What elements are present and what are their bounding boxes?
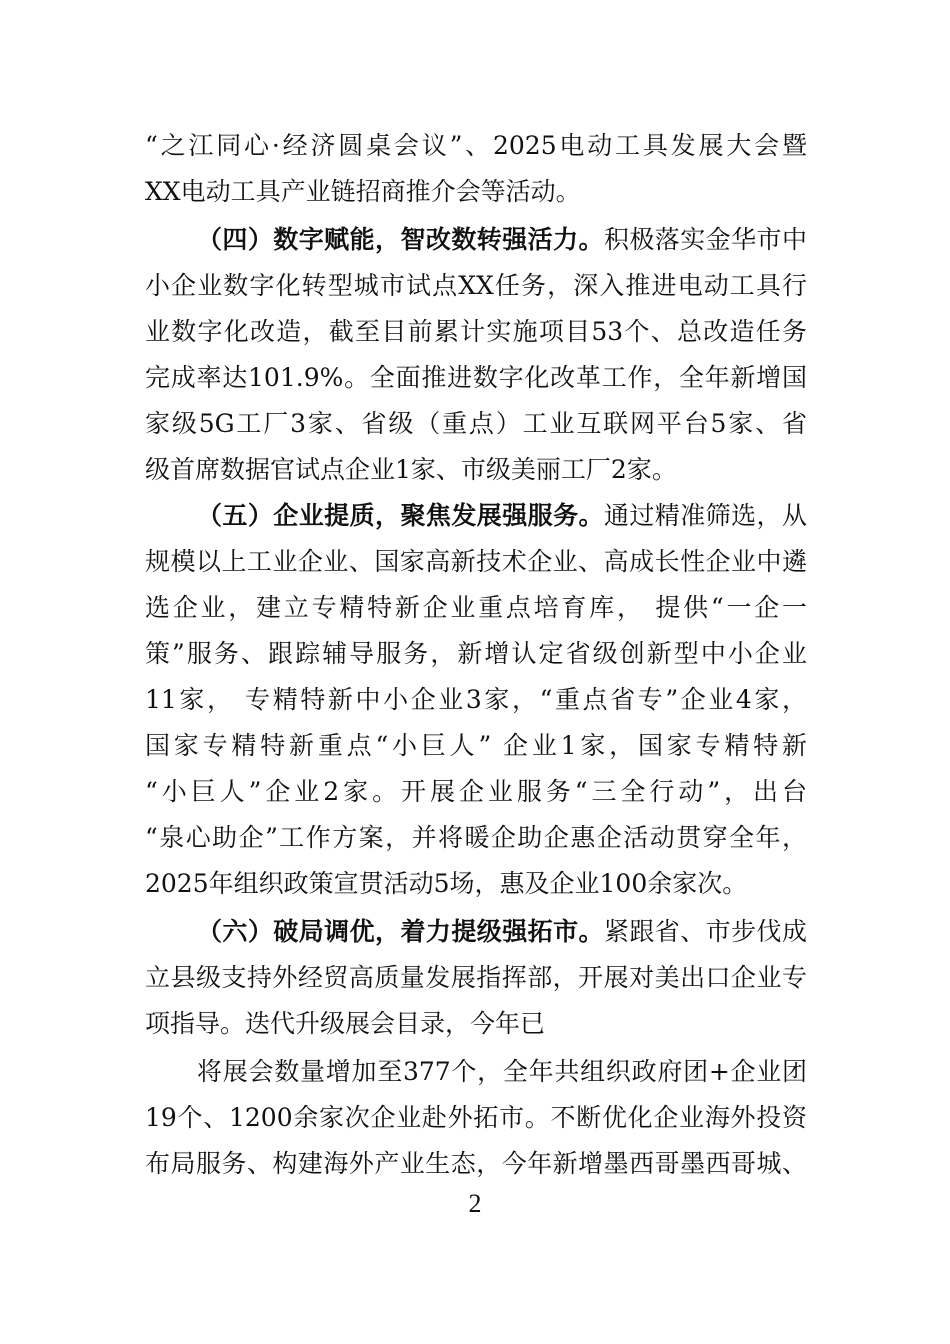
text-line: 19个、1200余家次企业赴外拓市。不断优化企业海外投资 <box>145 1103 807 1132</box>
text-line: 小企业数字化转型城市试点XX任务，深入推进电动工具行 <box>145 271 807 300</box>
text-line: “之江同心·经济圆桌会议”、2025电动工具发展大会暨 <box>145 131 807 160</box>
text-line: 选企业，建立专精特新企业重点培育库， 提供“一企一 <box>145 593 807 622</box>
text-line: 国家专精特新重点“小巨人” 企业1家，国家专精特新 <box>145 731 807 760</box>
text-line: 规模以上工业企业、国家高新技术企业、高成长性企业中遴 <box>145 547 807 576</box>
text-line: 积极落实金华市中 <box>603 225 807 254</box>
text-line: 家级5G工厂3家、省级（重点）工业互联网平台5家、省 <box>145 409 807 438</box>
text-line: 策”服务、跟踪辅导服务，新增认定省级创新型中小企业 <box>145 639 807 668</box>
section-heading-4: （四）数字赋能，智改数转强活力。 <box>197 225 604 254</box>
text-line: “泉心助企”工作方案，并将暖企助企惠企活动贯穿全年， <box>145 823 807 852</box>
text-line: 业数字化改造，截至目前累计实施项目53个、总改造任务 <box>145 317 807 346</box>
paragraph-section-5-first-line <box>197 494 807 538</box>
paragraph-section-4-first-line <box>197 218 807 262</box>
section-heading-6: （六）破局调优，着力提级强拓市。 <box>197 917 604 946</box>
text-line: XX电动工具产业链招商推介会等活动。 <box>145 177 581 206</box>
text-line: 完成率达101.9%。全面推进数字化改革工作，全年新增国 <box>145 363 807 392</box>
text-line: 级首席数据官试点企业1家、市级美丽工厂2家。 <box>145 455 677 484</box>
text-line: 立县级支持外经贸高质量发展指挥部，开展对美出口企业专 <box>145 963 807 992</box>
text-line: “小巨人”企业2家。开展企业服务“三全行动”，出台 <box>145 777 807 806</box>
page-number: 2 <box>468 1189 482 1218</box>
paragraph-section-6-first-line <box>197 910 807 954</box>
text-line: 通过精准筛选，从 <box>603 501 807 530</box>
section-heading-5: （五）企业提质，聚焦发展强服务。 <box>197 501 604 530</box>
text-line: 项指导。迭代升级展会目录，今年已 <box>145 1009 546 1038</box>
text-line: 2025年组织政策宣贯活动5场，惠及企业100余家次。 <box>145 869 748 898</box>
text-line: 紧跟省、市步伐成 <box>603 917 807 946</box>
text-line: 将展会数量增加至377个，全年共组织政府团+企业团 <box>197 1057 807 1086</box>
text-line: 布局服务、构建海外产业生态，今年新增墨西哥墨西哥城、 <box>145 1149 807 1178</box>
text-line: 11家， 专精特新中小企业3家，“重点省专”企业4家， <box>145 685 807 714</box>
